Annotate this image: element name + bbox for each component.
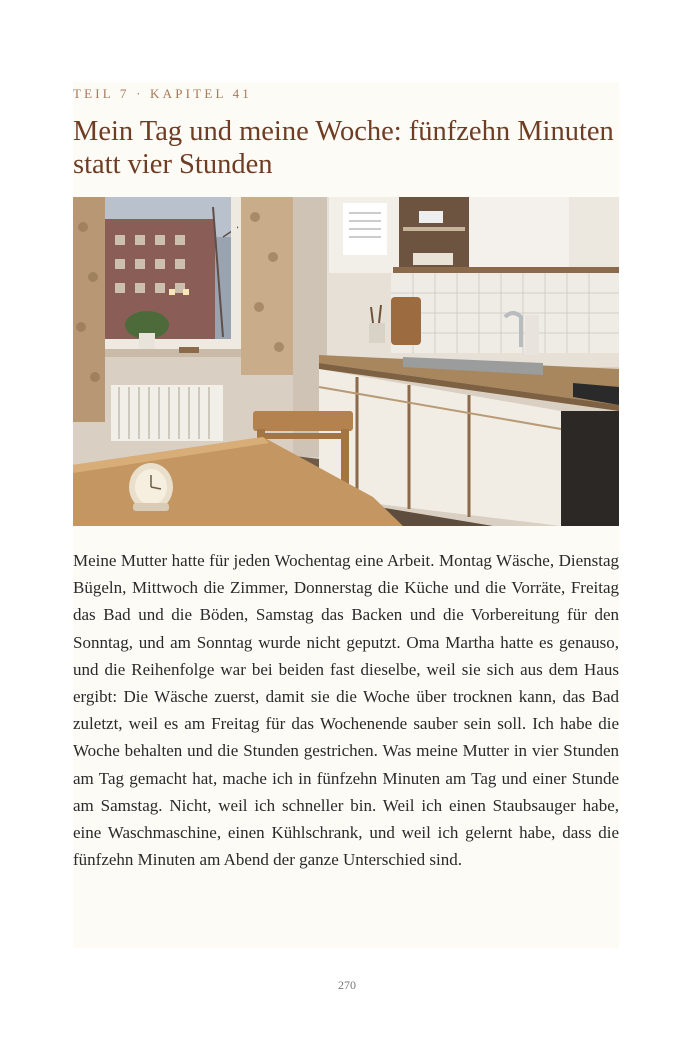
chapter-kicker: TEIL 7 · KAPITEL 41 [73,86,252,101]
page-number: 270 [338,978,356,992]
kitchen-photo [73,197,619,526]
chapter-title: Mein Tag und meine Woche: fünfzehn Minuten statt vier Stunden [73,116,614,180]
body-paragraph: Meine Mutter hatte für jeden Wochentag eine Arbeit. Montag Wäsche, Dienstag Bügeln, Mittwoch die Zimmer, Donnerstag die Küche und die Vorräte, Freitag das Bad und die Böden, Samstag das Backen und die Vorbereitung für den Sonntag, und am Sonntag wurde nicht geputzt. Oma Martha hatte es genauso, und die Reihenfolge war bei beiden fast dieselbe, weil sie sich aus dem Haus ergibt: Die Wäsche zuerst, damit sie die Woche über trocknen kann, das Bad zuletzt, weil es am Freitag für das Wochenende sauber sein soll. Ich habe die Woche behalten und die Stunden gestrichen. Was meine Mutter in vier Stunden am Tag gemacht hat, mache ich in fünfzehn Minuten am Tag und einer Stunde am Samstag. Nicht, weil ich schneller bin. Weil ich einen Staubsauger habe, eine Waschmaschine, einen Kühlschrank, und weil ich gelernt habe, dass die fünfzehn Minuten am Abend der ganze Unterschied sind. [73,551,619,870]
